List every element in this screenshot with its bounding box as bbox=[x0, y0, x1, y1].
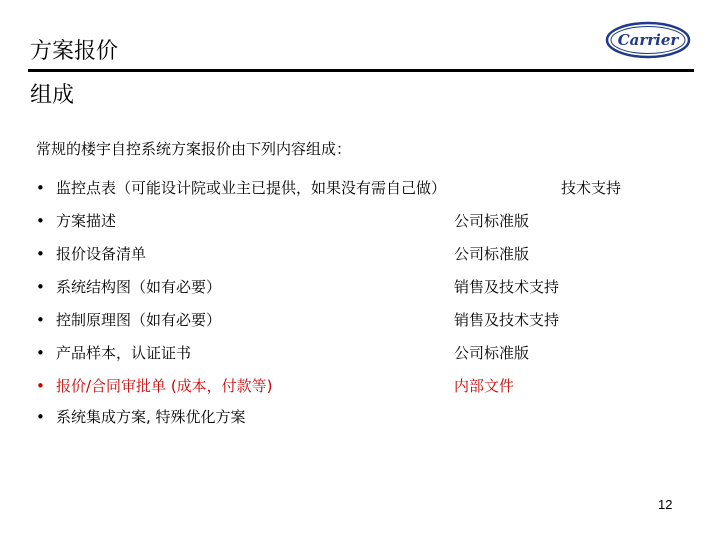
page-subtitle: 组成 bbox=[30, 83, 75, 108]
bullet-icon: • bbox=[36, 311, 45, 329]
item-label: 产品样本，认证证书 bbox=[56, 344, 192, 362]
item-label: 报价设备清单 bbox=[56, 245, 147, 263]
item-source: 销售及技术支持 bbox=[454, 278, 560, 296]
list-item bbox=[36, 343, 191, 363]
bullet-icon: • bbox=[36, 245, 45, 263]
list-item bbox=[36, 376, 273, 396]
page-number: 12 bbox=[658, 497, 673, 512]
carrier-logo bbox=[605, 20, 691, 60]
bullet-icon: • bbox=[36, 344, 45, 362]
list-item bbox=[36, 277, 221, 297]
item-source: 公司标准版 bbox=[454, 212, 530, 230]
list-item bbox=[36, 244, 146, 264]
item-label: 控制原理图（如有必要） bbox=[56, 311, 222, 329]
intro-text: 常规的楼宇自控系统方案报价由下列内容组成： bbox=[36, 140, 352, 158]
bullet-icon: • bbox=[36, 408, 45, 426]
bullet-icon: • bbox=[36, 212, 45, 230]
bullet-icon: • bbox=[36, 179, 45, 197]
list-item bbox=[36, 211, 116, 231]
item-source: 销售及技术支持 bbox=[454, 311, 560, 329]
title-divider bbox=[28, 69, 694, 72]
item-label: 监控点表（可能设计院或业主已提供，如果没有需自己做） bbox=[56, 179, 447, 197]
item-source: 公司标准版 bbox=[454, 344, 530, 362]
item-label: 方案描述 bbox=[56, 212, 117, 230]
item-source: 技术支持 bbox=[561, 179, 622, 197]
bullet-icon: • bbox=[36, 377, 45, 395]
list-item bbox=[36, 407, 246, 427]
list-item bbox=[36, 310, 221, 330]
item-source: 公司标准版 bbox=[454, 245, 530, 263]
bullet-icon: • bbox=[36, 278, 45, 296]
list-item bbox=[36, 178, 446, 198]
item-label: 报价/合同审批单 (成本，付款等) bbox=[56, 377, 273, 395]
item-source: 内部文件 bbox=[454, 377, 515, 395]
item-label: 系统结构图（如有必要） bbox=[56, 278, 222, 296]
page-title: 方案报价 bbox=[30, 39, 119, 64]
item-label: 系统集成方案, 特殊优化方案 bbox=[56, 408, 246, 426]
logo-wordmark: Carrier bbox=[617, 31, 679, 49]
